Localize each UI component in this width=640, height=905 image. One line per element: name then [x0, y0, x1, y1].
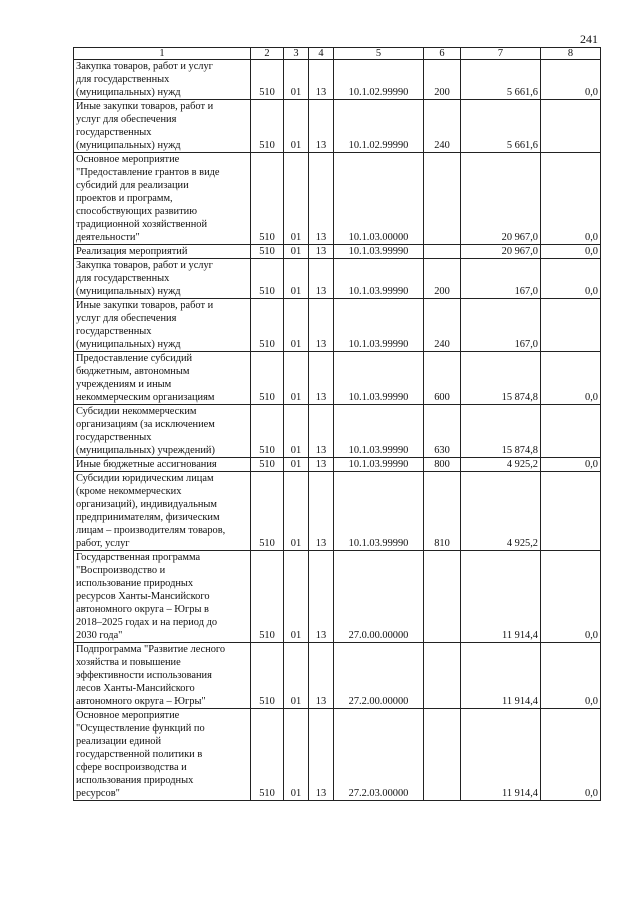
row-name: Закупка товаров, работ и услуг для государственных (муниципальных) нужд [74, 60, 251, 100]
row-subsection: 13 [309, 352, 334, 405]
table-row [74, 299, 601, 352]
row-name: Реализация мероприятий [74, 245, 251, 259]
row-admin-code: 510 [251, 709, 284, 801]
table-row [74, 551, 601, 643]
row-amount-2 [541, 405, 601, 458]
row-amount: 4 925,2 [461, 458, 541, 472]
row-admin-code: 510 [251, 259, 284, 299]
row-amount: 20 967,0 [461, 245, 541, 259]
row-target-article: 10.1.03.99990 [334, 352, 424, 405]
row-target-article: 10.1.03.99990 [334, 405, 424, 458]
row-name: Государственная программа "Воспроизводство и использование природных ресурсов Ханты-Мансийского автономного округа – Югры в 2018–2025 годах и на период до 2030 года" [74, 551, 251, 643]
row-amount-2: 0,0 [541, 60, 601, 100]
row-section: 01 [284, 299, 309, 352]
row-admin-code: 510 [251, 60, 284, 100]
page-number: 241 [580, 32, 598, 46]
row-admin-code: 510 [251, 643, 284, 709]
row-section: 01 [284, 643, 309, 709]
row-expense-type: 810 [424, 472, 461, 551]
row-target-article: 10.1.03.99990 [334, 458, 424, 472]
row-expense-type: 200 [424, 60, 461, 100]
row-expense-type [424, 709, 461, 801]
row-amount: 15 874,8 [461, 405, 541, 458]
row-amount-2: 0,0 [541, 709, 601, 801]
row-amount-2: 0,0 [541, 643, 601, 709]
row-section: 01 [284, 472, 309, 551]
row-subsection: 13 [309, 709, 334, 801]
header-col-1: 1 [74, 48, 251, 60]
row-subsection: 13 [309, 100, 334, 153]
row-expense-type [424, 153, 461, 245]
row-section: 01 [284, 259, 309, 299]
row-amount: 20 967,0 [461, 153, 541, 245]
table-row [74, 458, 601, 472]
header-col-2: 2 [251, 48, 284, 60]
row-expense-type [424, 643, 461, 709]
row-amount: 5 661,6 [461, 60, 541, 100]
row-admin-code: 510 [251, 245, 284, 259]
row-name: Иные бюджетные ассигнования [74, 458, 251, 472]
row-section: 01 [284, 405, 309, 458]
row-name: Субсидии юридическим лицам (кроме некоммерческих организаций), индивидуальным предпринимателям, физическим лицам – производителям товаров, работ, услуг [74, 472, 251, 551]
row-subsection: 13 [309, 245, 334, 259]
row-amount: 4 925,2 [461, 472, 541, 551]
header-col-6: 6 [424, 48, 461, 60]
row-subsection: 13 [309, 643, 334, 709]
table-row [74, 259, 601, 299]
row-subsection: 13 [309, 299, 334, 352]
row-expense-type: 200 [424, 259, 461, 299]
row-target-article: 10.1.03.99990 [334, 245, 424, 259]
row-admin-code: 510 [251, 551, 284, 643]
row-target-article: 10.1.03.00000 [334, 153, 424, 245]
row-amount-2 [541, 100, 601, 153]
row-admin-code: 510 [251, 153, 284, 245]
row-amount: 11 914,4 [461, 643, 541, 709]
row-admin-code: 510 [251, 352, 284, 405]
row-subsection: 13 [309, 60, 334, 100]
row-subsection: 13 [309, 405, 334, 458]
budget-table [73, 47, 601, 801]
header-row [74, 48, 601, 60]
table-row [74, 405, 601, 458]
row-name: Основное мероприятие "Осуществление функций по реализации единой государственной политики в сфере воспроизводства и использования природных ресурсов" [74, 709, 251, 801]
row-expense-type: 240 [424, 299, 461, 352]
row-target-article: 10.1.03.99990 [334, 259, 424, 299]
header-col-5: 5 [334, 48, 424, 60]
row-name: Иные закупки товаров, работ и услуг для обеспечения государственных (муниципальных) нужд [74, 299, 251, 352]
header-col-4: 4 [309, 48, 334, 60]
header-col-8: 8 [541, 48, 601, 60]
row-target-article: 10.1.02.99990 [334, 60, 424, 100]
row-name: Предоставление субсидий бюджетным, автономным учреждениям и иным некоммерческим организациям [74, 352, 251, 405]
row-target-article: 27.0.00.00000 [334, 551, 424, 643]
row-amount: 11 914,4 [461, 551, 541, 643]
row-admin-code: 510 [251, 405, 284, 458]
row-subsection: 13 [309, 472, 334, 551]
table-row [74, 352, 601, 405]
row-section: 01 [284, 352, 309, 405]
row-target-article: 10.1.02.99990 [334, 100, 424, 153]
row-expense-type [424, 551, 461, 643]
table-row [74, 643, 601, 709]
row-amount: 5 661,6 [461, 100, 541, 153]
row-amount-2: 0,0 [541, 245, 601, 259]
row-name: Иные закупки товаров, работ и услуг для обеспечения государственных (муниципальных) нужд [74, 100, 251, 153]
table-row [74, 472, 601, 551]
row-amount: 11 914,4 [461, 709, 541, 801]
row-amount-2: 0,0 [541, 259, 601, 299]
row-target-article: 27.2.03.00000 [334, 709, 424, 801]
row-subsection: 13 [309, 259, 334, 299]
table-row [74, 60, 601, 100]
row-section: 01 [284, 458, 309, 472]
row-section: 01 [284, 153, 309, 245]
row-expense-type: 630 [424, 405, 461, 458]
row-admin-code: 510 [251, 299, 284, 352]
row-amount-2: 0,0 [541, 458, 601, 472]
row-amount-2: 0,0 [541, 551, 601, 643]
row-amount: 167,0 [461, 299, 541, 352]
row-expense-type: 800 [424, 458, 461, 472]
header-col-3: 3 [284, 48, 309, 60]
table-row [74, 100, 601, 153]
row-section: 01 [284, 709, 309, 801]
row-amount-2 [541, 472, 601, 551]
table-row [74, 245, 601, 259]
row-subsection: 13 [309, 458, 334, 472]
row-name: Субсидии некоммерческим организациям (за исключением государственных (муниципальных) учреждений) [74, 405, 251, 458]
row-expense-type: 600 [424, 352, 461, 405]
row-section: 01 [284, 60, 309, 100]
row-name: Закупка товаров, работ и услуг для государственных (муниципальных) нужд [74, 259, 251, 299]
row-admin-code: 510 [251, 100, 284, 153]
row-amount: 167,0 [461, 259, 541, 299]
row-amount-2 [541, 299, 601, 352]
row-subsection: 13 [309, 153, 334, 245]
row-amount-2: 0,0 [541, 153, 601, 245]
header-col-7: 7 [461, 48, 541, 60]
row-target-article: 10.1.03.99990 [334, 299, 424, 352]
row-subsection: 13 [309, 551, 334, 643]
row-target-article: 10.1.03.99990 [334, 472, 424, 551]
table-row [74, 709, 601, 801]
row-admin-code: 510 [251, 472, 284, 551]
row-section: 01 [284, 245, 309, 259]
row-amount-2: 0,0 [541, 352, 601, 405]
row-amount: 15 874,8 [461, 352, 541, 405]
row-section: 01 [284, 551, 309, 643]
table-row [74, 153, 601, 245]
row-target-article: 27.2.00.00000 [334, 643, 424, 709]
row-expense-type [424, 245, 461, 259]
row-section: 01 [284, 100, 309, 153]
row-expense-type: 240 [424, 100, 461, 153]
row-admin-code: 510 [251, 458, 284, 472]
row-name: Основное мероприятие "Предоставление грантов в виде субсидий для реализации проектов и программ, способствующих развитию традиционной хозяйственной деятельности" [74, 153, 251, 245]
row-name: Подпрограмма "Развитие лесного хозяйства и повышение эффективности использования лесов Ханты-Мансийского автономного округа – Югры" [74, 643, 251, 709]
